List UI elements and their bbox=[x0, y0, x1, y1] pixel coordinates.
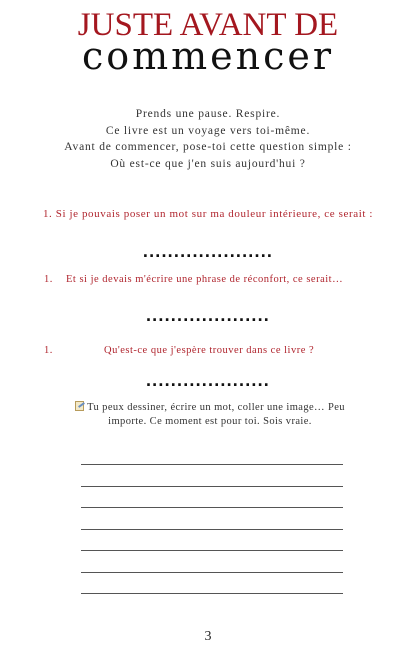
page-number: 3 bbox=[204, 629, 212, 644]
writing-line[interactable] bbox=[81, 486, 343, 487]
question-number: 1. bbox=[44, 345, 53, 356]
writing-line[interactable] bbox=[81, 507, 343, 508]
question-1 bbox=[0, 208, 416, 220]
writing-line[interactable] bbox=[81, 529, 343, 530]
writing-line[interactable] bbox=[81, 593, 343, 594]
intro-line: Ce livre est un voyage vers toi-même. bbox=[105, 124, 311, 137]
writing-line[interactable] bbox=[81, 550, 343, 551]
title-line-2: commencer bbox=[81, 34, 335, 78]
question-text: Si je pouvais poser un mot sur ma douleur intérieure, ce serait : bbox=[55, 208, 374, 220]
answer-dots-3[interactable]: .................... bbox=[145, 375, 271, 387]
writing-line[interactable] bbox=[81, 572, 343, 573]
question-text: Et si je devais m'écrire une phrase de réconfort, ce serait… bbox=[66, 274, 344, 285]
intro-line: Prends une pause. Respire. bbox=[135, 108, 281, 120]
answer-dots-1[interactable]: ..................... bbox=[142, 246, 274, 258]
question-number: 1. bbox=[42, 208, 53, 220]
intro-line: Avant de commencer, pose-toi cette question simple : bbox=[64, 141, 352, 153]
intro-paragraph bbox=[0, 106, 416, 172]
note-text: Tu peux dessiner, écrire un mot, coller une image… Peu importe. Ce moment est pour toi. Sois vraie. bbox=[87, 402, 345, 427]
writing-lines[interactable] bbox=[81, 464, 343, 615]
note-paragraph bbox=[60, 401, 360, 429]
writing-line[interactable] bbox=[81, 464, 343, 465]
intro-line: Où est-ce que j'en suis aujourd'hui ? bbox=[110, 157, 306, 170]
title-line-1: JUSTE AVANT DE bbox=[77, 7, 339, 43]
memo-icon bbox=[75, 401, 84, 411]
question-number: 1. bbox=[44, 274, 53, 285]
question-text: Qu'est-ce que j'espère trouver dans ce livre ? bbox=[104, 345, 315, 356]
answer-dots-2[interactable]: .................... bbox=[145, 310, 271, 322]
